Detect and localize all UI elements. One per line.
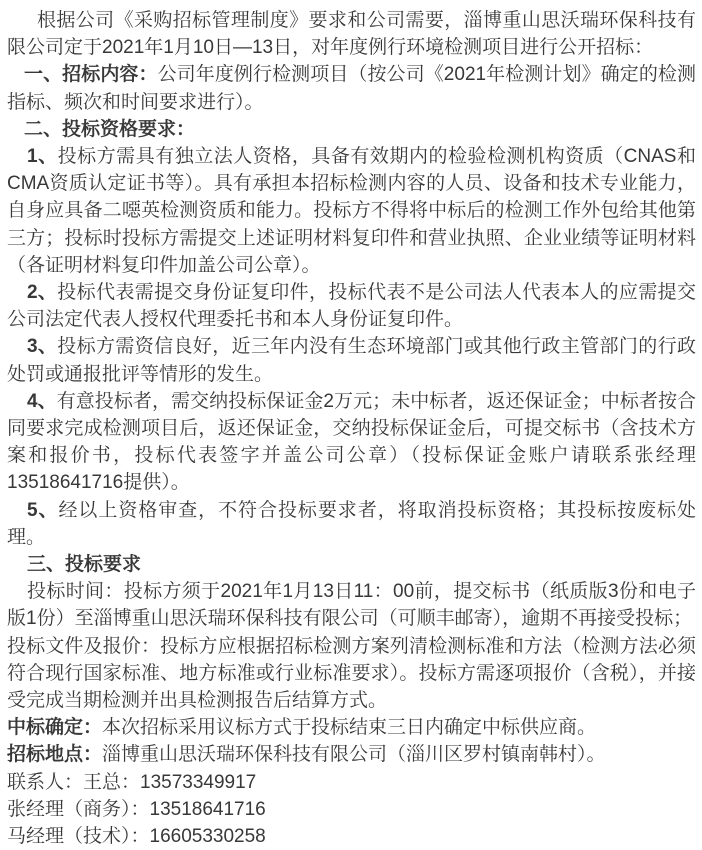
- item-text: 有意投标者，需交纳投标保证金2万元；未中标者，返还保证金；中标者按合同要求完成检测项目后，返还保证金，交纳投标保证金后，可提交标书（含技术方案和报价书，投标代表签字并盖公司公章）（投标保证金账户请联系张经理13518641716提供）。: [7, 390, 696, 494]
- qualification-item-4: [7, 388, 696, 497]
- award-text: 本次招标采用议标方式于投标结束三日内确定中标供应商。: [102, 717, 597, 739]
- intro-paragraph: [7, 7, 696, 61]
- award-determination-paragraph: [7, 714, 696, 741]
- bid-time-text: 投标时间：投标方须于2021年1月13日11：00前，提交标书（纸质版3份和电子版1份）至淄博重山思沃瑞环保科技有限公司（可顺丰邮寄），逾期不再接受投标；: [7, 581, 696, 630]
- section-3-heading-paragraph: [7, 551, 696, 578]
- qualification-item-5: [7, 497, 696, 551]
- bid-documents-text: 投标文件及报价：投标方应根据招标检测方案列清检测标准和方法（检测方法必须符合现行国家标准、地方标准或行业标准要求）。投标方需逐项报价（含税），并接受完成当期检测并出具检测报告后结算方式。: [7, 635, 696, 712]
- bid-time-paragraph: [7, 578, 696, 632]
- section-3-heading: 三、投标要求: [27, 554, 142, 576]
- section-2-heading-paragraph: [7, 116, 696, 143]
- item-number: 3、: [27, 336, 58, 358]
- intro-text: 根据公司《采购招标管理制度》要求和公司需要，淄博重山思沃瑞环保科技有限公司定于2021年1月10日—13日，对年度例行环境检测项目进行公开招标：: [7, 10, 696, 59]
- location-label: 招标地点：: [7, 744, 103, 766]
- item-number: 1、: [27, 146, 58, 168]
- contact-text: 马经理（技术）：16605330258: [7, 826, 266, 848]
- section-2-heading: 二、投标资格要求：: [24, 118, 196, 140]
- contact-line-ma: [7, 823, 696, 850]
- item-number: 4、: [27, 390, 57, 412]
- section-1-heading: 一、招标内容：: [24, 64, 158, 86]
- item-text: 经以上资格审查，不符合投标要求者，将取消投标资格；其投标按废标处理。: [7, 499, 696, 548]
- contact-text: 张经理（商务）：13518641716: [7, 798, 266, 820]
- item-number: 2、: [27, 282, 58, 304]
- location-text: 淄博重山思沃瑞环保科技有限公司（淄川区罗村镇南韩村）。: [102, 744, 606, 766]
- item-text: 投标方需具有独立法人资格，具备有效期内的检验检测机构资质（CNAS和CMA资质认定证书等）。具有承担本招标检测内容的人员、设备和技术专业能力，自身应具备二噁英检测资质和能力。投标方不得将中标后的检测工作外包给其他第三方；投标时投标方需提交上述证明材料复印件和营业执照、企业业绩等证明材料（各证明材料复印件加盖公司公章）。: [7, 146, 696, 276]
- award-label: 中标确定：: [7, 717, 103, 739]
- contact-text: 联系人：王总：13573349917: [7, 771, 257, 793]
- item-text: 投标代表需提交身份证复印件，投标代表不是公司法人代表本人的应需提交公司法定代表人授权代理委托书和本人身份证复印件。: [7, 282, 696, 331]
- tender-location-paragraph: [7, 741, 696, 768]
- qualification-item-1: [7, 143, 696, 279]
- section-1-tender-content: [7, 61, 696, 115]
- qualification-item-2: [7, 279, 696, 333]
- contact-line-zhang: [7, 796, 696, 823]
- qualification-item-3: [7, 333, 696, 387]
- section-1-text: 公司年度例行检测项目（按公司《2021年检测计划》确定的检测指标、频次和时间要求进行）。: [7, 64, 696, 113]
- item-text: 投标方需资信良好，近三年内没有生态环境部门或其他行政主管部门的行政处罚或通报批评等情形的发生。: [7, 336, 696, 385]
- bid-documents-paragraph: [7, 633, 696, 715]
- item-number: 5、: [27, 499, 59, 521]
- contact-line-wang: [7, 769, 696, 796]
